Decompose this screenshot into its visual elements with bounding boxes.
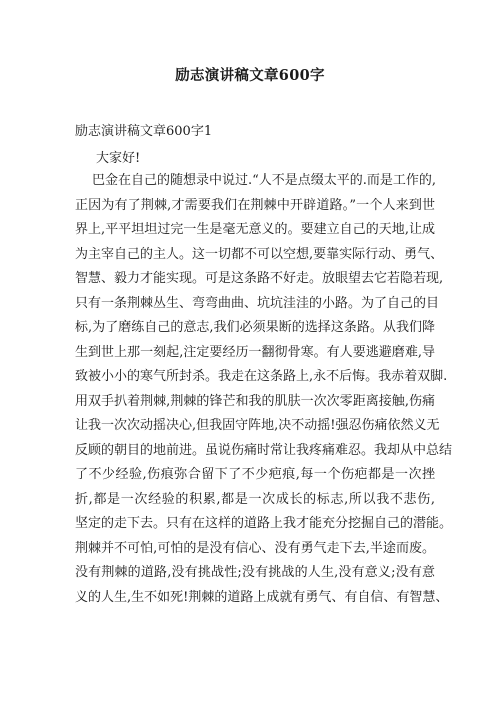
section-subtitle: 励志演讲稿文章600字1 [75, 124, 213, 139]
body-line: 折,都是一次经验的积累,都是一次成长的标志,所以我不悲伤, [75, 491, 435, 507]
body-line: 标,为了磨练自己的意志,我们必须果断的选择这条路。从我们降 [75, 320, 435, 335]
body-line: 为主宰自己的主人。这一切都不可以空想,要靠实际行动、勇气、 [75, 246, 444, 262]
body-line: 界上,平平坦坦过完一生是毫无意义的。要建立自己的天地,让成 [75, 222, 435, 237]
body-line: 智慧、毅力才能实现。可是这条路不好走。放眼望去它若隐若现, [75, 271, 444, 286]
body-line: 了不少经验,伤痕弥合留下了不少疤痕,每一个伤疤都是一次挫 [75, 467, 435, 482]
body-line: 用双手扒着荆棘,荆棘的锋芒和我的肌肤一次次零距离接触,伤痛 [75, 393, 435, 409]
body-line: 只有一条荆棘丛生、弯弯曲曲、坑坑洼洼的小路。为了自己的目 [75, 295, 440, 311]
body-line: 生到世上那一刻起,注定要经历一翻彻骨寒。有人要逃避磨难,导 [75, 344, 435, 360]
body-line: 让我一次次动摇决心,但我固守阵地,决不动摇!强忍伤痛依然义无 [75, 418, 440, 433]
body-line: 致被小小的寒气所封杀。我走在这条路上,永不后悔。我赤着双脚. [75, 369, 448, 384]
body-line: 义的人生,生不如死!荆棘的道路上成就有勇气、有自信、有智慧、 [75, 589, 449, 605]
body-line: 荆棘并不可怕,可怕的是没有信心、没有勇气走下去,半途而废。 [75, 540, 435, 556]
document-title: 励志演讲稿文章600字 [175, 67, 325, 84]
body-line: 坚定的走下去。只有在这样的道路上我才能充分挖掘自己的潜能。 [75, 516, 453, 531]
body-line: 巴金在自己的随想录中说过.“人不是点缀太平的.而是工作的, [92, 173, 437, 188]
body-line: 没有荆棘的道路,没有挑战性;没有挑战的人生,没有意义;没有意 [75, 565, 435, 580]
speech-body [75, 169, 453, 610]
body-line: 正因为有了荆棘,才需要我们在荆棘中开辟道路。”一个人来到世 [75, 197, 435, 213]
greeting-line: 大家好! [96, 151, 141, 166]
body-line: 反顾的朝目的地前进。虽说伤痛时常让我疼痛难忍。我却从中总结 [75, 442, 453, 458]
